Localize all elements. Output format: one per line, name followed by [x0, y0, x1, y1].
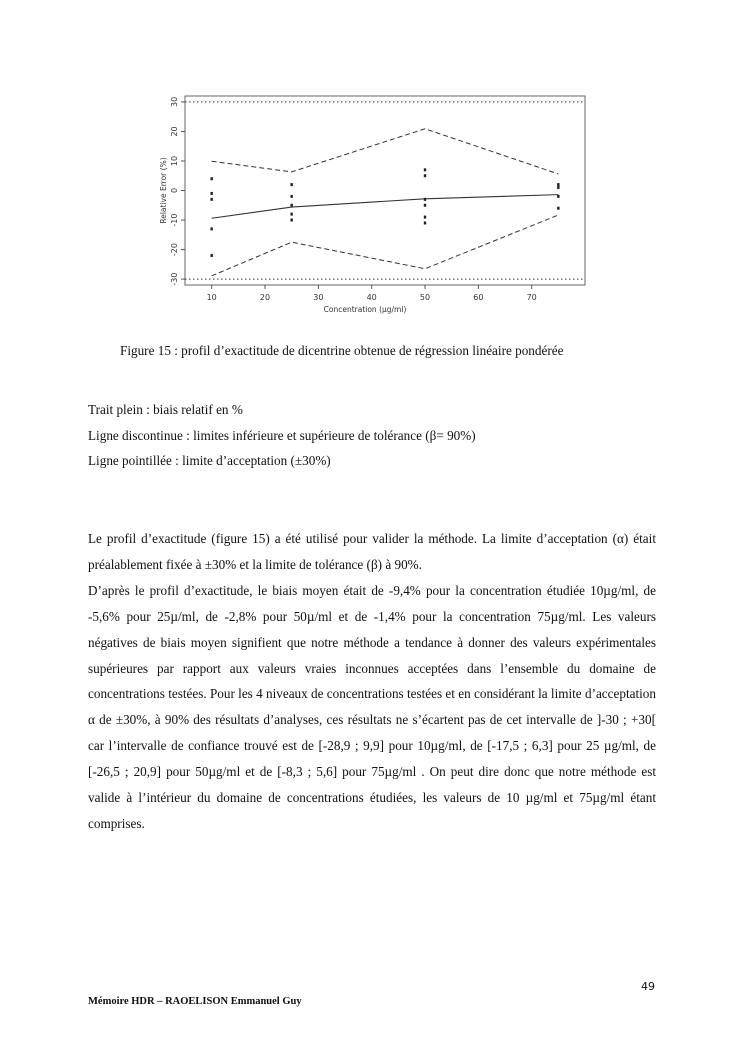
- data-point: [210, 227, 212, 230]
- data-point: [424, 221, 426, 224]
- x-tick-label: 30: [313, 293, 324, 302]
- dashed-series-line: [212, 215, 559, 276]
- x-tick-label: 10: [206, 293, 217, 302]
- legend-dashed-line: Ligne discontinue : limites inférieure et supérieure de tolérance (β= 90%): [88, 427, 476, 443]
- page-number: 49: [641, 980, 655, 993]
- data-point: [290, 213, 292, 216]
- x-axis-label: Concentration (µg/ml): [323, 305, 407, 314]
- y-tick-label: 0: [170, 187, 179, 194]
- data-point: [557, 183, 559, 186]
- data-point: [557, 195, 559, 198]
- legend-solid-line: Trait plein : biais relatif en %: [88, 402, 243, 417]
- x-tick-label: 60: [473, 293, 484, 302]
- data-point: [210, 198, 212, 201]
- figure-legend: [88, 397, 476, 474]
- accuracy-profile-chart: [150, 80, 590, 325]
- plot-frame: [185, 96, 585, 285]
- dashed-series-line: [212, 129, 559, 174]
- data-point: [290, 204, 292, 207]
- data-point: [424, 168, 426, 171]
- y-tick-label: 30: [170, 96, 179, 107]
- y-tick-label: -20: [170, 243, 179, 257]
- figure-caption: Figure 15 : profil d’exactitude de dicentrine obtenue de régression linéaire pondérée: [120, 343, 564, 358]
- x-tick-label: 40: [366, 293, 377, 302]
- data-point: [290, 219, 292, 222]
- paragraph: Le profil d’exactitude (figure 15) a été utilisé pour valider la méthode. La limite d’acceptation (α) était préalablement fixée à ±30% et la limite de tolérance (β) à 90%.: [88, 531, 656, 572]
- footer: Mémoire HDR – RAOELISON Emmanuel Guy: [88, 996, 302, 1007]
- data-point: [210, 254, 212, 257]
- legend-dotted-line: Ligne pointillée : limite d’acceptation (±30%): [88, 453, 331, 468]
- y-tick-label: -10: [170, 213, 179, 227]
- x-tick-label: 50: [419, 293, 431, 302]
- y-tick-label: 20: [170, 126, 179, 137]
- data-point: [424, 216, 426, 219]
- data-point: [290, 195, 292, 198]
- data-point: [557, 207, 559, 210]
- body-text: [88, 526, 656, 837]
- y-axis-label: Relative Error (%): [159, 157, 168, 224]
- data-point: [290, 183, 292, 186]
- paragraph: D’après le profil d’exactitude, le biais moyen était de -9,4% pour la concentration étudiée 10µg/ml, de -5,6% pour 25µ/ml, de -2,8% pour 50µ/ml et de -1,4% pour la concentration 75µg/ml. Les valeurs négatives de biais moyen signifient que notre méthode a tendance à donner des valeurs expérimentales supérieures par rapport aux valeurs vraies inconnues acceptées dans l’ensemble du domaine de concentrations testées. Pour les 4 niveaux de concentrations testées et en considérant la limite d’acceptation α de ±30%, à 90% des résultats d’analyses, ces résultats ne s’écartent pas de cet intervalle de ]-30 ; +30[ car l’intervalle de confiance trouvé est de [-28,9 ; 9,9] pour 10µg/ml, de [-17,5 ; 6,3] pour 25 µg/ml, de [-26,5 ; 20,9] pour 50µg/ml et de [-8,3 ; 5,6] pour 75µg/ml . On peut dire donc que notre méthode est valide à l’intérieur du domaine de concentrations étudiées, les valeurs de 10 µg/ml et 75µg/ml étant comprises.: [88, 582, 656, 831]
- data-point: [557, 186, 559, 189]
- x-tick-label: 20: [259, 293, 271, 302]
- data-point: [424, 198, 426, 201]
- data-point: [424, 174, 426, 177]
- solid-series-line: [212, 195, 559, 219]
- data-point: [424, 204, 426, 207]
- y-tick-label: -30: [170, 272, 179, 286]
- data-point: [210, 192, 212, 195]
- data-point: [210, 177, 212, 180]
- y-tick-label: 10: [170, 155, 179, 167]
- x-tick-label: 70: [526, 293, 537, 302]
